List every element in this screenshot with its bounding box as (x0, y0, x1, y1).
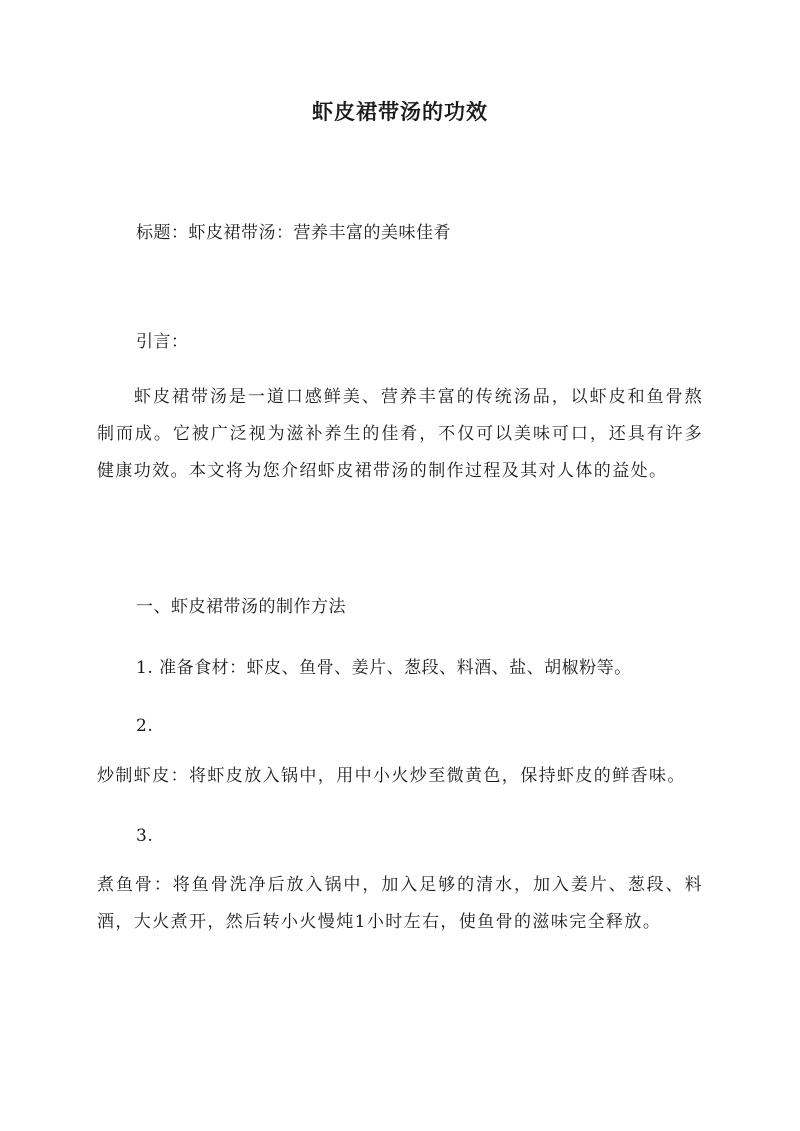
section-heading: 一、虾皮裙带汤的制作方法 (136, 597, 346, 617)
step-3-text: 煮鱼骨：将鱼骨洗净后放入锅中，加入足够的清水，加入姜片、葱段、料酒，大火煮开，然后转小火慢炖1小时左右，使鱼骨的滋味完全释放。 (97, 875, 703, 932)
document-title: 虾皮裙带汤的功效 (312, 99, 488, 124)
intro-paragraph: 虾皮裙带汤是一道口感鲜美、营养丰富的传统汤品，以虾皮和鱼骨熬制而成。它被广泛视为滋补养生的佳肴，不仅可以美味可口，还具有许多健康功效。本文将为您介绍虾皮裙带汤的制作过程及其对人体的益处。 (97, 387, 703, 481)
step-2-text: 炒制虾皮：将虾皮放入锅中，用中小火炒至微黄色，保持虾皮的鲜香味。 (97, 766, 686, 786)
step-1: 1. 准备食材：虾皮、鱼骨、姜片、葱段、料酒、盐、胡椒粉等。 (136, 658, 632, 678)
step-2-number: 2. (136, 716, 154, 736)
intro-label: 引言： (136, 332, 189, 352)
subtitle-line: 标题：虾皮裙带汤：营养丰富的美味佳肴 (136, 223, 451, 243)
step-3-number: 3. (136, 826, 154, 846)
